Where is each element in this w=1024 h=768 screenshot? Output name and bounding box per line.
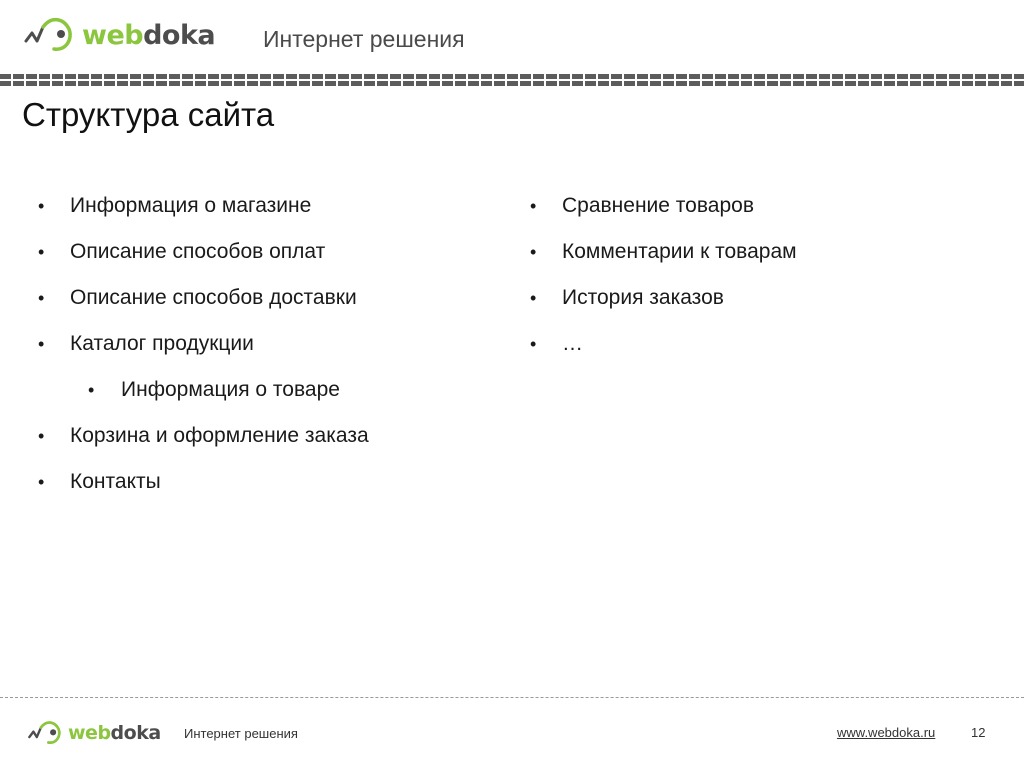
bullet-icon: • — [530, 334, 537, 354]
bullet-icon: • — [38, 242, 45, 262]
slide-title: Структура сайта — [22, 96, 275, 133]
footer-tagline: Интернет решения — [184, 726, 298, 741]
bullet-icon: • — [530, 242, 537, 262]
footer-website-link[interactable]: www.webdoka.ru — [837, 725, 936, 740]
webdoka-logo — [24, 15, 215, 55]
footer-divider — [0, 697, 1024, 698]
webdoka-wave-logo-icon — [24, 15, 80, 55]
slide-header — [0, 0, 1024, 72]
webdoka-wave-logo-icon — [28, 719, 66, 747]
bullet-icon: • — [38, 196, 45, 216]
bullet-icon: • — [38, 288, 45, 308]
logo-wordmark: webdoka — [82, 19, 216, 51]
page-number: 12 — [971, 725, 986, 740]
bullet-icon: • — [38, 472, 45, 492]
bullet-icon: • — [38, 426, 45, 446]
header-tagline: Интернет решения — [263, 26, 465, 52]
bullet-icon: • — [88, 380, 95, 400]
bullet-icon: • — [38, 334, 45, 354]
bullet-icon: • — [530, 196, 537, 216]
footer-logo-wordmark: webdoka — [68, 721, 161, 744]
bullet-icon: • — [530, 288, 537, 308]
footer-logo — [28, 719, 161, 747]
header-divider-stripe — [0, 74, 1024, 86]
